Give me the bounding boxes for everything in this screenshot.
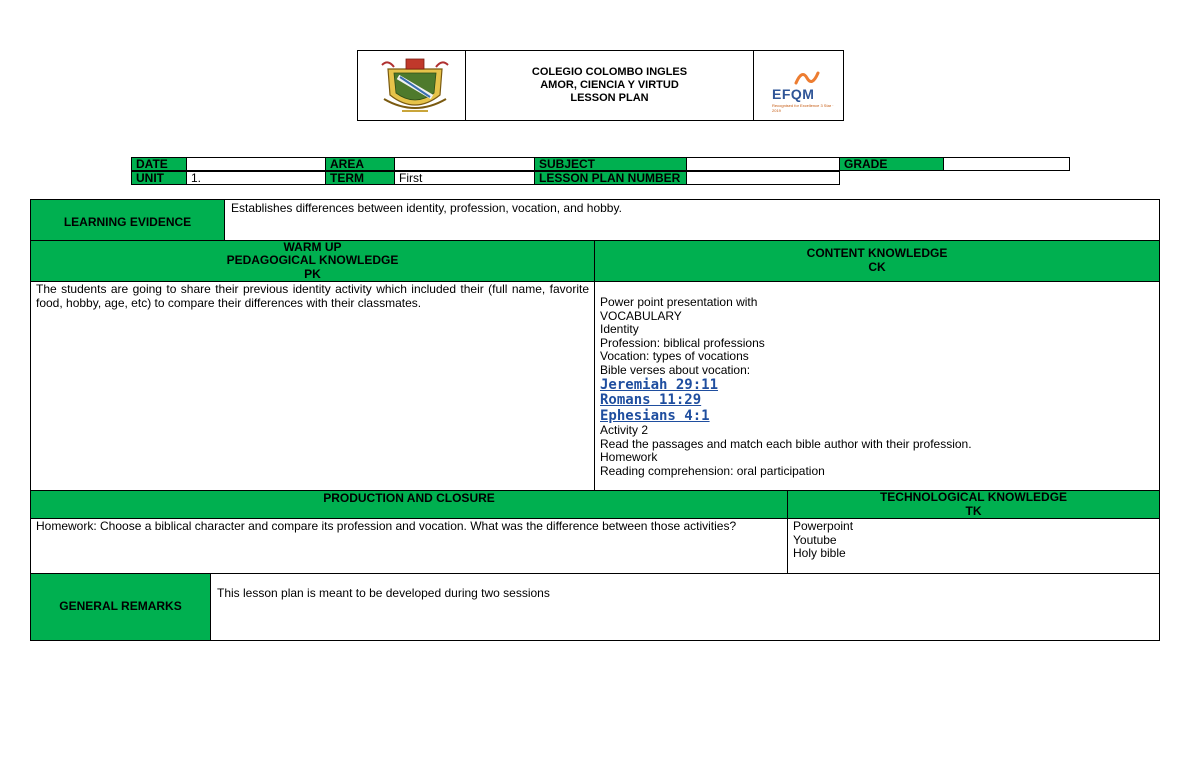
grade-label: GRADE — [839, 157, 944, 171]
unit-field[interactable]: 1. — [186, 171, 326, 185]
ck-line: Read the passages and match each bible author with their profession. — [600, 436, 972, 451]
ck-line: Activity 2 — [600, 423, 649, 438]
subject-label: SUBJECT — [534, 157, 687, 171]
date-label: DATE — [131, 157, 187, 171]
production-header — [30, 490, 788, 519]
crest-cell — [358, 51, 466, 120]
general-remarks-label: GENERAL REMARKS — [59, 599, 182, 614]
school-motto: AMOR, CIENCIA Y VIRTUD — [540, 79, 679, 91]
efqm-logo-subtext: Recognised for Excellence 3 Star · 2019 — [772, 103, 834, 113]
efqm-logo-icon — [794, 69, 820, 87]
ck-line: Homework — [600, 450, 658, 465]
ck-line: Profession: biblical professions — [600, 335, 765, 350]
tk-abbreviation: TK — [965, 503, 982, 518]
pedagogical-knowledge-title: PEDAGOGICAL KNOWLEDGE — [226, 253, 399, 268]
ck-line: Vocation: types of vocations — [600, 349, 749, 364]
school-name: COLEGIO COLOMBO INGLES — [531, 66, 688, 78]
ck-abbreviation: CK — [868, 260, 886, 274]
general-remarks-text: This lesson plan is meant to be developed during two sessions — [217, 586, 550, 600]
general-remarks-cell — [210, 573, 1160, 641]
ck-line: Power point presentation with — [600, 295, 758, 309]
bible-verse-link[interactable]: Ephesians 4:1 — [600, 407, 710, 424]
warm-up-title: WARM UP — [283, 239, 342, 254]
content-knowledge-cell — [594, 281, 1160, 491]
term-field[interactable]: First — [394, 171, 535, 185]
grade-field[interactable] — [943, 157, 1070, 171]
lesson-plan-number-label: LESSON PLAN NUMBER — [534, 171, 687, 185]
production-title: PRODUCTION AND CLOSURE — [323, 491, 495, 505]
area-field[interactable] — [394, 157, 535, 171]
document-header — [357, 50, 844, 121]
ck-line: VOCABULARY — [600, 308, 682, 323]
pk-abbreviation: PK — [304, 266, 321, 281]
production-text: Homework: Choose a biblical character and compare its profession and vocation. What was the difference between those activities? — [36, 519, 737, 533]
tk-item: Holy bible — [793, 546, 846, 561]
area-label: AREA — [325, 157, 395, 171]
school-crest-icon — [380, 55, 450, 117]
technological-header — [787, 490, 1160, 519]
general-remarks-label-cell — [30, 573, 211, 641]
subject-field[interactable] — [686, 157, 840, 171]
efqm-logo-cell — [754, 51, 843, 120]
efqm-logo-text: EFQM — [772, 86, 815, 102]
tk-item: Youtube — [793, 532, 837, 547]
term-label: TERM — [325, 171, 395, 185]
bible-verse-link[interactable]: Jeremiah 29:11 — [600, 376, 719, 393]
warm-up-text: The students are going to share their previous identity activity which included their (full name, favorite food, hobby, age, etc) to compare their differences with their classmates. — [36, 282, 589, 310]
warm-up-header — [30, 240, 595, 282]
warm-up-cell — [30, 281, 595, 491]
production-cell — [30, 518, 788, 574]
learning-evidence-label: LEARNING EVIDENCE — [63, 215, 192, 230]
content-knowledge-header — [594, 240, 1160, 282]
learning-evidence-cell — [224, 199, 1160, 241]
ck-line: Reading comprehension: oral participation — [600, 463, 825, 478]
learning-evidence-text: Establishes differences between identity, profession, vocation, and hobby. — [231, 201, 622, 215]
technological-title: TECHNOLOGICAL KNOWLEDGE — [879, 489, 1068, 504]
ck-line: Bible verses about vocation: — [600, 362, 751, 377]
technological-cell — [787, 518, 1160, 574]
unit-label: UNIT — [131, 171, 187, 185]
header-title-cell — [466, 51, 754, 120]
ck-line: Identity — [600, 322, 639, 337]
document-type: LESSON PLAN — [570, 92, 649, 104]
bible-verse-link[interactable]: Romans 11:29 — [600, 392, 702, 409]
learning-evidence-label-cell — [30, 199, 225, 241]
info-grid — [131, 157, 1070, 186]
content-knowledge-title: CONTENT KNOWLEDGE — [806, 246, 948, 261]
date-field[interactable] — [186, 157, 326, 171]
tk-item: Powerpoint — [793, 519, 854, 533]
lesson-plan-number-field[interactable] — [686, 171, 840, 185]
